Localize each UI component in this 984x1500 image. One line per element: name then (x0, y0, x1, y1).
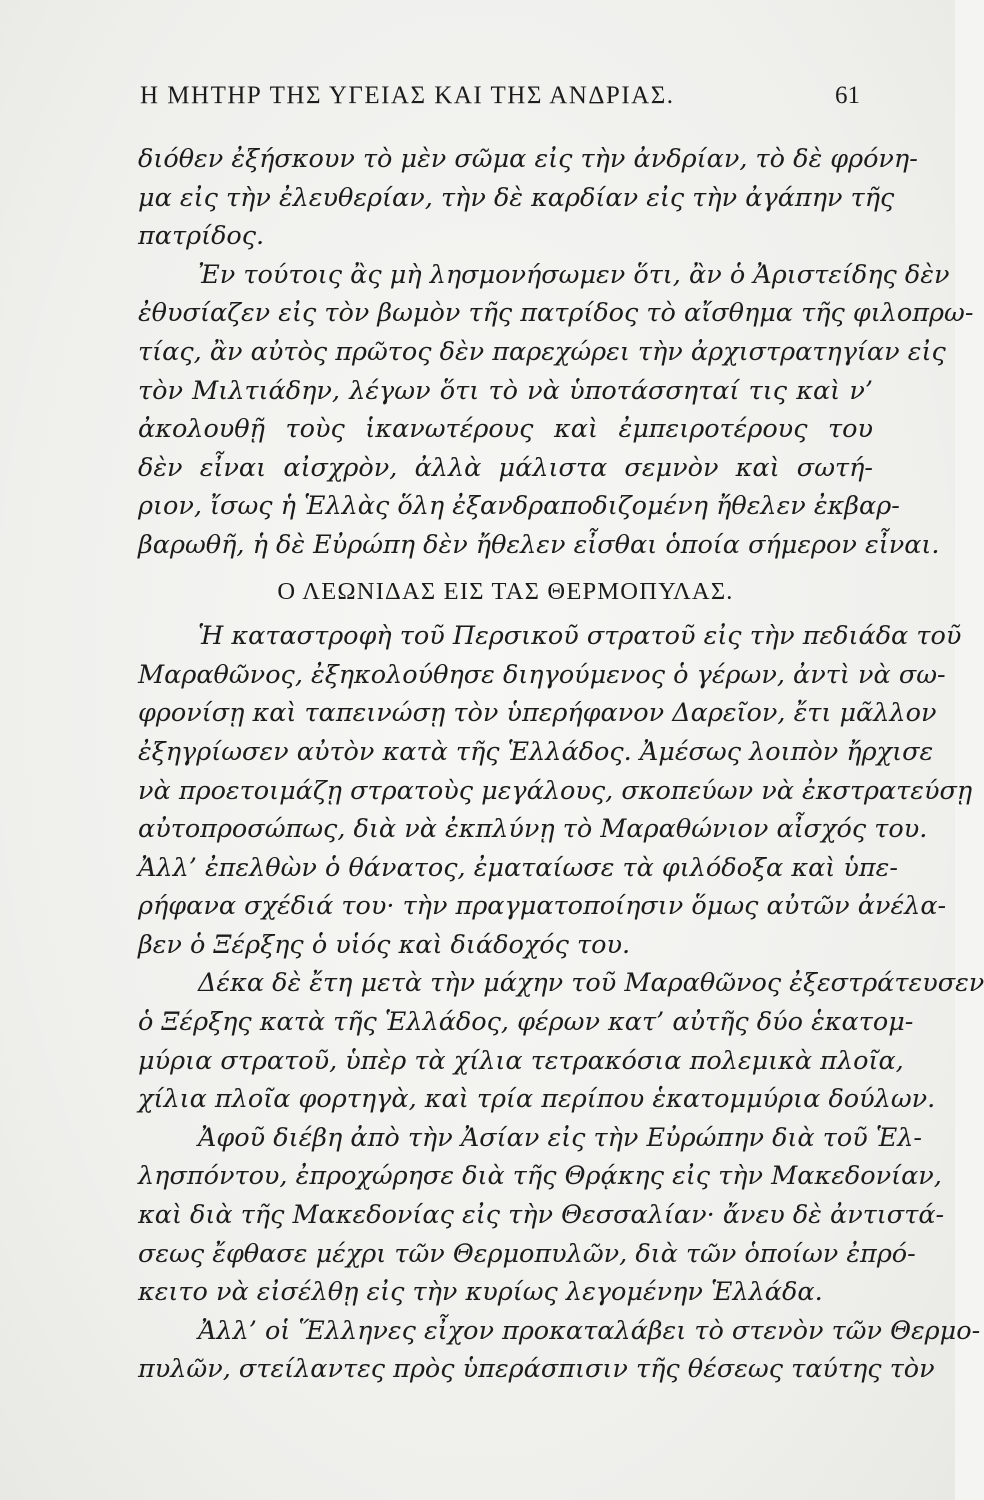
text-line: πατρίδος. (138, 221, 265, 252)
text-line: μύρια στρατοῦ, ὑπὲρ τὰ χίλια τετρακόσια πολεμικὰ πλοῖα, (138, 1045, 904, 1076)
text-line: κειτο νὰ εἰσέλθῃ εἰς τὴν κυρίως λεγομένην Ἑλλάδα. (138, 1277, 823, 1308)
text-line: τίας, ἂν αὐτὸς πρῶτος δὲν παρεχώρει τὴν ἀρχιστρατηγίαν εἰς (138, 336, 946, 367)
text-line: νὰ προετοιμάζῃ στρατοὺς μεγάλους, σκοπεύων νὰ ἐκστρατεύσῃ (138, 775, 973, 806)
text-line: σεως ἔφθασε μέχρι τῶν Θερμοπυλῶν, διὰ τῶν ὁποίων ἐπρό- (138, 1238, 916, 1269)
text-line: ρήφανα σχέδιά του· τὴν πραγματοποίησιν ὅμως αὐτῶν ἀνέλα- (138, 891, 947, 922)
text-line: ριον, ἴσως ἡ Ἑλλὰς ὅλη ἐξανδραποδιζομένη ἤθελεν ἐκβαρ- (138, 491, 900, 522)
text-line: Μαραθῶνος, ἐξηκολούθησε διηγούμενος ὁ γέρων, ἀντὶ νὰ σω- (138, 659, 946, 690)
text-line: Ἀλλ’ ἐπελθὼν ὁ θάνατος, ἐματαίωσε τὰ φιλόδοξα καὶ ὑπε- (138, 852, 898, 883)
running-head-title: Η ΜΗΤΗΡ ΤΗΣ ΥΓΕΙΑΣ ΚΑΙ ΤΗΣ ΑΝΔΡΙΑΣ. (140, 82, 675, 109)
text-line: τὸν Μιλτιάδην, λέγων ὅτι τὸ νὰ ὑποτάσσηταί τις καὶ ν’ (138, 375, 873, 406)
text-line: καὶ διὰ τῆς Μακεδονίας εἰς τὴν Θεσσαλίαν· ἄνευ δὲ ἀντιστά- (138, 1200, 945, 1231)
text-line: ἐξηγρίωσεν αὐτὸν κατὰ τῆς Ἑλλάδος. Ἀμέσως λοιπὸν ἤρχισε (138, 736, 934, 767)
text-line: πυλῶν, στείλαντες πρὸς ὑπεράσπισιν τῆς θέσεως ταύτης τὸν (138, 1354, 935, 1385)
text-line: δὲν εἶναι αἰσχρὸν, ἀλλὰ μάλιστα σεμνὸν καὶ σωτή- (138, 452, 873, 483)
text-line: χίλια πλοῖα φορτηγὰ, καὶ τρία περίπου ἑκατομμύρια δούλων. (138, 1084, 936, 1115)
text-line: Δέκα δὲ ἔτη μετὰ τὴν μάχην τοῦ Μαραθῶνος ἐξεστράτευσεν (198, 968, 984, 999)
page-number: 61 (835, 82, 860, 109)
running-head (140, 82, 860, 122)
text-line: βαρωθῆ, ἡ δὲ Εὐρώπη δὲν ἤθελεν εἶσθαι ὁποία σήμερον εἶναι. (138, 529, 940, 560)
text-line: αὐτοπροσώπως, διὰ νὰ ἐκπλύνῃ τὸ Μαραθώνιον αἶσχός του. (138, 814, 928, 845)
text-line: ἐθυσίαζεν εἰς τὸν βωμὸν τῆς πατρίδος τὸ αἴσθημα τῆς φιλοπρω- (138, 298, 974, 329)
text-line: Ἀλλ’ οἱ Ἕλληνες εἶχον προκαταλάβει τὸ στενὸν τῶν Θερμο- (198, 1315, 981, 1346)
text-line: φρονίσῃ καὶ ταπεινώσῃ τὸν ὑπερήφανον Δαρεῖον, ἔτι μᾶλλον (138, 698, 937, 729)
text-line: Ἐν τούτοις ἂς μὴ λησμονήσωμεν ὅτι, ἂν ὁ Ἀριστείδης δὲν (198, 259, 950, 290)
text-line: βεν ὁ Ξέρξης ὁ υἱός καὶ διάδοχός του. (138, 929, 631, 960)
text-line: ἀκολουθῇ τοὺς ἱκανωτέρους καὶ ἐμπειροτέρους του (138, 414, 873, 445)
text-line: λησπόντου, ἐπροχώρησε διὰ τῆς Θρᾴκης εἰς τὴν Μακεδονίαν, (138, 1161, 942, 1192)
text-line: διόθεν ἐξήσκουν τὸ μὲν σῶμα εἰς τὴν ἀνδρίαν, τὸ δὲ φρόνη- (138, 144, 918, 174)
section-heading: Ο ΛΕΩΝΙΔΑΣ ΕΙΣ ΤΑΣ ΘΕΡΜΟΠΥΛΑΣ. (277, 577, 734, 605)
body-text (138, 140, 984, 1389)
text-line: Ἀφοῦ διέβη ἀπὸ τὴν Ἀσίαν εἰς τὴν Εὐρώπην διὰ τοῦ Ἑλ- (198, 1122, 923, 1153)
text-line: Ἡ καταστροφὴ τοῦ Περσικοῦ στρατοῦ εἰς τὴν πεδιάδα τοῦ (198, 621, 962, 652)
text-line: μα εἰς τὴν ἐλευθερίαν, τὴν δὲ καρδίαν εἰς τὴν ἀγάπην τῆς (138, 182, 895, 213)
text-line: ὁ Ξέρξης κατὰ τῆς Ἑλλάδος, φέρων κατ’ αὐτῆς δύο ἑκατομ- (138, 1007, 914, 1038)
